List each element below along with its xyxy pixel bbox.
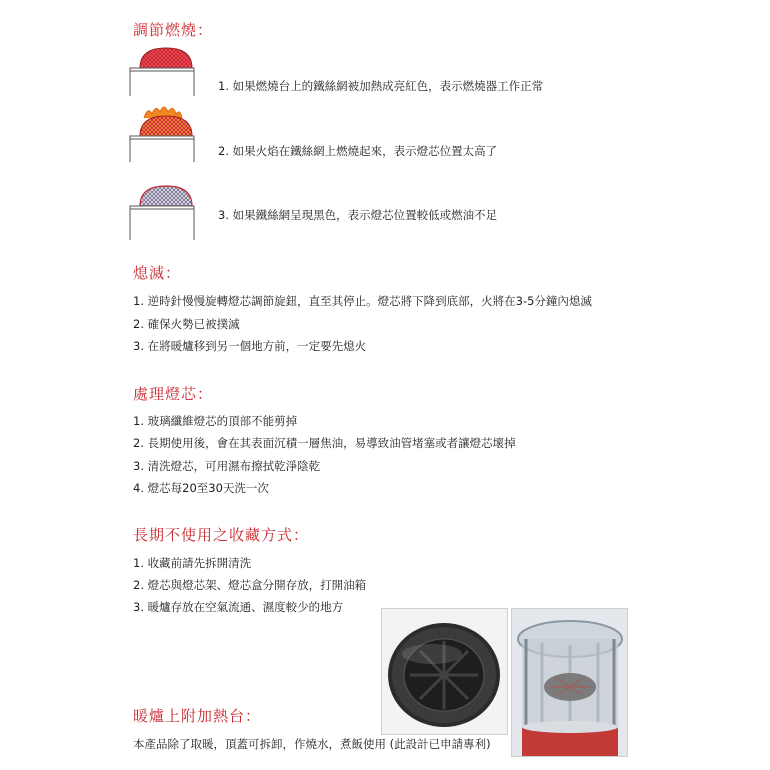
wick-item-3: 3. 清洗燈芯，可用濕布擦拭乾淨陰乾 bbox=[133, 459, 321, 473]
heading-wick-care: 處理燈芯： bbox=[133, 385, 214, 403]
burner-mesh-flames-icon bbox=[126, 104, 196, 164]
heater-interior-photo bbox=[511, 608, 628, 757]
adjust-item-3: 3. 如果鐵絲網呈現黑色，表示燈芯位置較低或燃油不足 bbox=[218, 208, 498, 222]
burner-mesh-red-glow-icon bbox=[126, 46, 196, 98]
extinguish-item-2: 2. 確保火勢已被撲滅 bbox=[133, 317, 240, 331]
heater-interior-image bbox=[512, 609, 627, 756]
extinguish-item-1: 1. 逆時針慢慢旋轉燈芯調節旋鈕，直至其停止。燈芯將下降到底部，火將在3-5分鐘內熄滅 bbox=[133, 294, 592, 308]
adjust-item-2: 2. 如果火焰在鐵絲網上燃燒起來，表示燈芯位置太高了 bbox=[218, 144, 498, 158]
heading-adjust-combustion: 調節燃燒： bbox=[133, 21, 214, 39]
adjust-item-1: 1. 如果燃燒台上的鐵絲網被加熱成亮紅色，表示燃燒器工作正常 bbox=[218, 79, 544, 93]
burner-mesh-dark-icon bbox=[126, 182, 196, 242]
heating-plate-image bbox=[382, 609, 507, 734]
heating-plate-photo bbox=[381, 608, 508, 735]
storage-item-2: 2. 燈芯與燈芯架、燈芯盒分開存放，打開油箱 bbox=[133, 578, 367, 592]
heading-storage: 長期不使用之收藏方式： bbox=[133, 526, 310, 544]
wick-item-2: 2. 長期使用後，會在其表面沉積一層焦油，易導致油管堵塞或者讓燈芯壞掉 bbox=[133, 436, 516, 450]
heading-extinguish: 熄滅： bbox=[133, 264, 182, 282]
wick-item-4: 4. 燈芯每20至30天洗一次 bbox=[133, 481, 269, 495]
storage-item-3: 3. 暖爐存放在空氣流通、濕度較少的地方 bbox=[133, 600, 344, 614]
storage-item-1: 1. 收藏前請先拆開清洗 bbox=[133, 556, 252, 570]
heating-plate-text: 本產品除了取暖，頂蓋可拆卸，作燒水，煮飯使用 (此設計已申請專利) bbox=[133, 737, 491, 751]
wick-item-1: 1. 玻璃纖維燈芯的頂部不能剪掉 bbox=[133, 414, 298, 428]
extinguish-item-3: 3. 在將暖爐移到另一個地方前，一定要先熄火 bbox=[133, 339, 367, 353]
heading-heating-plate: 暖爐上附加熱台： bbox=[133, 707, 262, 725]
